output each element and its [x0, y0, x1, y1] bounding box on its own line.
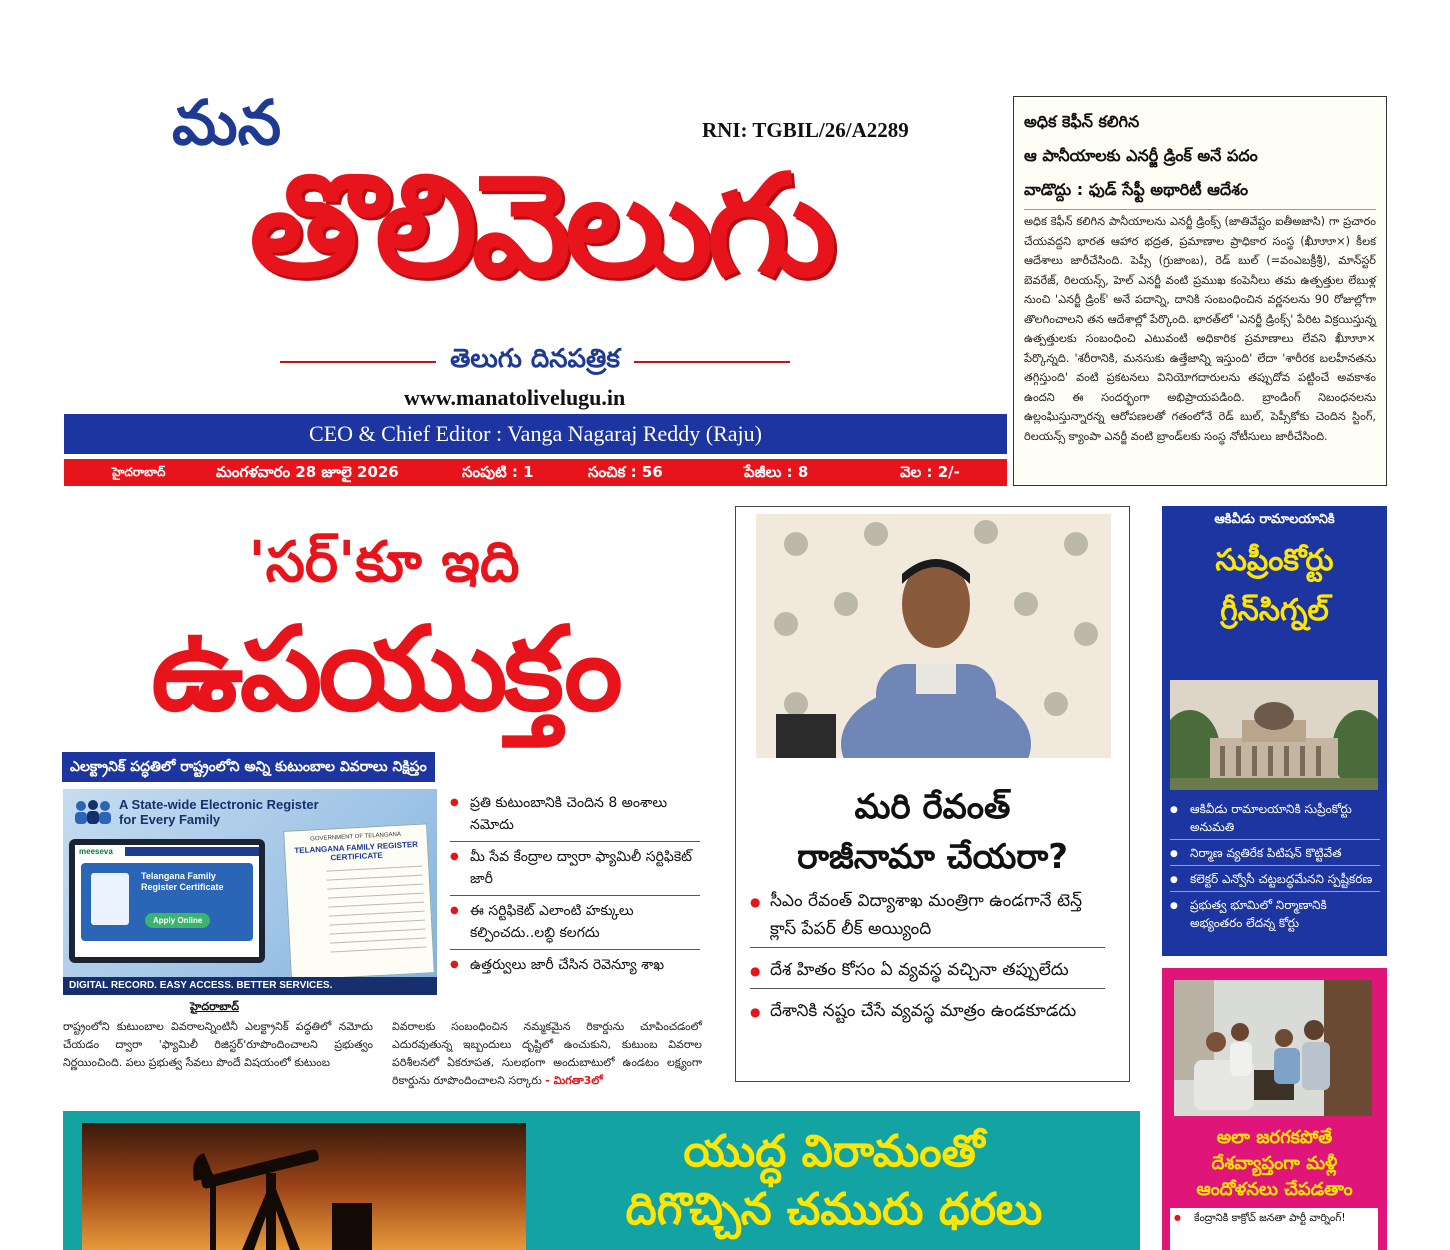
issue-city: హైదరాబాద్	[112, 465, 166, 479]
promo-title: A State-wide Electronic Register for Every Family	[119, 797, 319, 827]
lead-bullet: ● ఉత్తర్వులు జారీ చేసిన రెవెన్యూ శాఖ	[450, 954, 700, 981]
apply-online-button: Apply Online	[145, 913, 210, 928]
lead-kicker: 'సర్'కూ ఇది	[248, 530, 520, 595]
editor-credit: CEO & Chief Editor : Vanga Nagaraj Reddy (Raju)	[309, 421, 762, 446]
supreme-court-headline-2: గ్రీన్‌సిగ్నల్	[1220, 593, 1329, 628]
lead-dateline: హైదరాబాద్	[190, 1000, 239, 1013]
oil-pump-graphic	[82, 1123, 526, 1250]
revanth-bullet: ● దేశానికి నష్టం చేసే వ్యవస్థ మాత్రం ఉండకూడదు	[750, 997, 1105, 1029]
revanth-bullet: ● సీఎం రేవంత్ విద్యాశాఖ మంత్రిగా ఉండగానే టెన్త్ క్లాస్ పేపర్ లీక్ అయ్యింది	[750, 887, 1105, 948]
lead-strap: ఎలక్ట్రానిక్ పద్ధతిలో రాష్ట్రంలోని అన్ని కుటుంబాల వివరాలు నిక్షిప్తం	[62, 752, 435, 782]
lead-body-column-2	[392, 1018, 702, 1090]
supreme-court-kicker: ఆకివీడు రామాలయానికి	[1214, 512, 1335, 527]
meeting-photo-graphic	[1174, 980, 1372, 1116]
portal-card-title: Telangana Family Register Certificate	[141, 871, 224, 892]
lead-body-column-1: రాష్ట్రంలోని కుటుంబాల వివరాలన్నింటినీ ఎలక్ట్రానిక్ పద్ధతిలో నమోదు చేయడం ద్వారా 'ఫ్యామిలీ రిజిస్టర్'రూపొందించాలని ప్రభుత్వం నిర్ణయించింది. పలు ప్రభుత్వ సేవలు పొందే విషయంలో కుటుంబ	[63, 1020, 373, 1069]
lead-headline[interactable]: ఉపయుక్తం	[151, 602, 619, 737]
issue-date: మంగళవారం 28 జూలై 2026	[216, 463, 399, 481]
protest-warning-headline	[1162, 1125, 1387, 1203]
revanth-story[interactable]	[735, 506, 1130, 1082]
family-people-icon	[71, 799, 115, 825]
revanth-bullet: ● దేశ హితం కోసం ఏ వ్యవస్థ వచ్చినా తప్పులేదు	[750, 956, 1105, 989]
supreme-court-bullet: ● కలెక్టర్ ఎన్వోసీ చట్టబద్ధమేనని స్పష్టీకరణ	[1170, 870, 1380, 892]
protest-warning-headline-2: దేశవ్యాప్తంగా మళ్లీ	[1211, 1153, 1338, 1174]
energy-drink-story[interactable]	[1013, 96, 1387, 486]
masthead-mana: మన	[172, 86, 282, 159]
lead-bullet: ● మీ సేవ కేంద్రాల ద్వారా ఫ్యామిలీ సర్టిఫికెట్ జారీ	[450, 846, 700, 896]
editor-bar	[64, 414, 1007, 454]
issue-number: సంచిక : 56	[588, 463, 663, 481]
speaker-photo-graphic	[756, 514, 1111, 758]
protest-warning-card	[1170, 1208, 1378, 1250]
speaker-photo	[756, 514, 1111, 758]
supreme-court-bullet-list	[1170, 800, 1380, 939]
energy-drink-headline-3: వాడొద్దు : ఫుడ్ సేఫ్టీ అథారిటీ ఆదేశం	[1024, 180, 1249, 199]
revanth-bullet-list	[750, 887, 1105, 1037]
supreme-court-bullet: ● ప్రభుత్వ భూమిలో నిర్మాణానికి అభ్యంతరం లేదన్న కోర్టు	[1170, 896, 1380, 935]
meeting-photo	[1174, 980, 1372, 1116]
energy-drink-headline-2: ఆ పానీయాలకు ఎనర్జీ డ్రింక్ అనే పదం	[1024, 146, 1258, 165]
protest-warning-story[interactable]	[1162, 968, 1387, 1250]
issue-price: వెల : 2/-	[900, 463, 960, 481]
certificate-title: TELANGANA FAMILY REGISTER CERTIFICATE	[294, 839, 419, 863]
issue-volume: సంపుటి : 1	[462, 463, 534, 481]
supreme-court-headline	[1162, 536, 1387, 636]
supreme-court-building-graphic	[1170, 680, 1378, 790]
promo-footer: DIGITAL RECORD. EASY ACCESS. BETTER SERVICES.	[63, 977, 437, 995]
lead-bullet-list	[450, 792, 700, 985]
revanth-headline-2: రాజీనామా చేయరా?	[797, 837, 1068, 877]
certificate-lines	[292, 866, 426, 955]
supreme-court-photo	[1170, 680, 1378, 790]
document-icon	[91, 873, 129, 925]
portal-card	[81, 863, 253, 941]
lead-bullet: ● ప్రతి కుటుంబానికి చెందిన 8 అంశాలు నమోదు	[450, 792, 700, 842]
energy-drink-headline-1: అధిక కెఫీన్ కలిగిన	[1024, 112, 1140, 131]
oil-pump-photo	[82, 1123, 526, 1250]
revanth-headline-1: మరి రేవంత్	[854, 787, 1011, 827]
continued-page-link[interactable]: - మిగతా3లో	[545, 1074, 603, 1087]
protest-warning-bullet: ● కేంద్రానికి కాక్రోచ్ జనతా పార్టీ వార్నింగ్!	[1174, 1210, 1374, 1226]
subtitle-rule-left	[280, 361, 436, 363]
website-url[interactable]: www.manatolivelugu.in	[404, 385, 626, 410]
supreme-court-headline-1: సుప్రీంకోర్టు	[1215, 543, 1334, 578]
lead-body-column-2-text: వివరాలకు సంబంధించిన నమ్మకమైన రికార్డును చూపించడంలో ఎదురవుతున్న ఇబ్బందులు దృష్టిలో ఉంచుకుని, కుటుంబ వివరాల పరిశీలనలో ఏకరూపత, సులభంగా అందుబాటులో ఉండటం లక్ష్యంగా రికార్డును రూపొందించాలని సర్కారు	[392, 1020, 702, 1087]
newspaper-title: తొలివెలుగు	[249, 145, 831, 308]
subtitle-rule-right	[634, 361, 790, 363]
oil-price-headline-2: దిగొచ్చిన చమురు ధరలు	[625, 1184, 1043, 1235]
protest-warning-bullet-list	[1174, 1210, 1374, 1226]
rni-number: RNI: TGBIL/26/A2289	[702, 118, 909, 142]
issue-pages: పేజీలు : 8	[744, 463, 809, 481]
revanth-headline	[736, 782, 1129, 882]
oil-price-headline	[528, 1123, 1140, 1239]
oil-price-story[interactable]	[63, 1111, 1140, 1250]
subtitle-row	[280, 342, 790, 382]
oil-price-headline-1: యుద్ధ విరామంతో	[683, 1126, 985, 1177]
supreme-court-story[interactable]	[1162, 506, 1387, 956]
monitor-graphic	[69, 839, 265, 963]
supreme-court-bullet: ● ఆకివీడు రామాలయానికి సుప్రీంకోర్టు అనుమతి	[1170, 800, 1380, 840]
portal-nav-bar	[125, 847, 259, 856]
protest-warning-headline-3: ఆందోళనలు చేపడతాం	[1196, 1179, 1353, 1200]
newspaper-subtitle: తెలుగు దినపత్రిక	[450, 344, 620, 374]
lead-bullet: ● ఈ సర్టిఫికెట్ ఎలాంటి హక్కులు కల్పించదు..లబ్ధి కలగదు	[450, 900, 700, 950]
energy-drink-body: అధిక కెఫీన్ కలిగిన పానీయాలను ఎనర్జీ డ్రింక్స్ (జాతివేష్టం ఐతీఅజాసి) గా ప్రచారం చేయవద్దని భారత ఆహార భద్రత, ప్రమాణాల ప్రాధికార సంస్థ (ఖీూూూ×) కీలక ఆదేశాలు జారీచేసింది. పెప్సీ (గ్రుజాంబ), రెడ్ బుల్ (=వంఎబక్రీశ్రీ), మాన్‌స్టర్ బెవరేజ్, రిలయన్స్, హెల్ ఎనర్జీ వంటి ప్రముఖ కంపెనీలు తమ ఉత్పత్తుల లేబుళ్ల నుంచి 'ఎనర్జీ డ్రింక్' అనే పదాన్ని, దానికి సంబంధించిన వర్ణనలను 90 రోజుల్లోగా తొలగించాలని తన ఆదేశాల్లో పేర్కొంది. భారత్‌లో 'ఎనర్జీ డ్రింక్స్' పేరిట విక్రయిస్తున్న ఉత్పత్తులకు సంబంధించి ఎటువంటి అధికారిక ప్రమాణాలు లేవని ఖీూూూ× పేర్కొన్నది. 'శరీరానికి, మనసుకు ఉత్తేజాన్ని ఇస్తుంది' లేదా 'శారీరక బలహీనతను తగ్గిస్తుంది' వంటి ప్రకటనలు వినియోగదారులను తప్పుదోవ పట్టించే అవకాశం ఉందని ఈ సందర్భంగా అభిప్రాయపడింది. బ్రాండింగ్ నిబంధనలను ఉల్లంఘిస్తున్నారన్న ఆరోపణలతో గతంలోనే రెడ్ బుల్, పెప్సీకోకు చెందిన స్టింగ్, రిలయన్స్ క్యాంపా ఎనర్జీ వంటి బ్రాండ్‌లకు సంస్థ నోటీసులు జారీచేసింది.	[1024, 209, 1376, 446]
issue-info-bar	[64, 459, 1007, 486]
certificate-graphic	[283, 823, 435, 980]
supreme-court-bullet: ● నిర్మాణ వ్యతిరేక పిటిషన్ కొట్టివేత	[1170, 844, 1380, 866]
family-register-promo-image	[63, 789, 437, 995]
monitor-screen	[75, 845, 259, 957]
protest-warning-headline-1: అలా జరగకపోతే	[1216, 1127, 1333, 1148]
meeseva-logo: meeseva	[79, 847, 113, 856]
certificate-government: GOVERNMENT OF TELANGANA	[310, 831, 402, 843]
